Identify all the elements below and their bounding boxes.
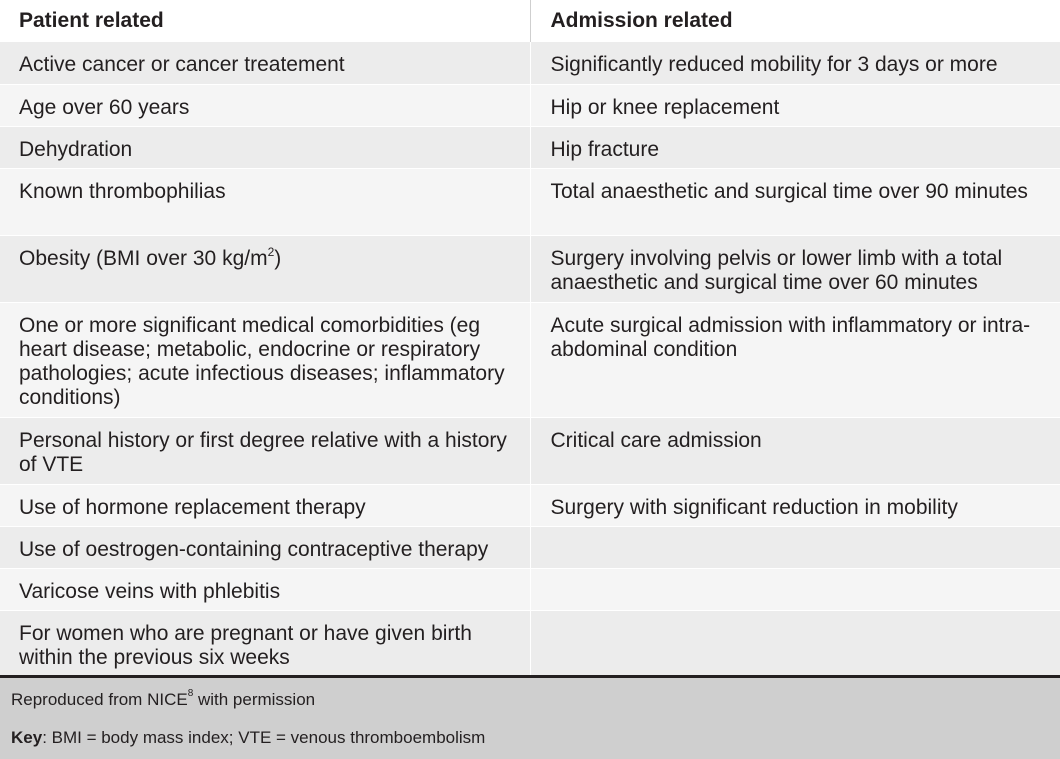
table-row — [0, 302, 1060, 417]
table-row — [0, 42, 1060, 84]
patient-cell: Active cancer or cancer treatement — [0, 42, 530, 84]
patient-cell: One or more significant medical comorbidities (eg heart disease; metabolic, endocrine or respiratory pathologies; acute infectious diseases; inflammatory conditions) — [0, 302, 530, 417]
key-label: Key — [11, 728, 43, 747]
table-footer — [0, 675, 1060, 759]
admission-cell — [530, 568, 1060, 610]
patient-cell: Age over 60 years — [0, 84, 530, 126]
admission-cell: Significantly reduced mobility for 3 days or more — [530, 42, 1060, 84]
source-reference-superscript: 8 — [187, 688, 194, 700]
admission-cell: Hip fracture — [530, 126, 1060, 168]
obesity-superscript: 2 — [267, 244, 275, 259]
table-header-row — [0, 0, 1060, 42]
table-row — [0, 417, 1060, 484]
patient-cell: Known thrombophilias — [0, 168, 530, 235]
patient-cell — [0, 235, 530, 302]
admission-cell: Critical care admission — [530, 417, 1060, 484]
source-suffix: with permission — [193, 690, 316, 709]
key-note — [11, 728, 485, 748]
admission-cell — [530, 526, 1060, 568]
admission-cell — [530, 610, 1060, 677]
patient-cell: For women who are pregnant or have given birth within the previous six weeks — [0, 610, 530, 677]
obesity-text: Obesity (BMI over 30 kg/m — [19, 246, 268, 270]
patient-cell: Use of hormone replacement therapy — [0, 484, 530, 526]
obesity-suffix: ) — [274, 246, 282, 270]
admission-cell: Surgery involving pelvis or lower limb with a total anaesthetic and surgical time over 60 minutes — [530, 235, 1060, 302]
patient-cell: Use of oestrogen-containing contraceptive therapy — [0, 526, 530, 568]
patient-cell: Dehydration — [0, 126, 530, 168]
admission-cell: Surgery with significant reduction in mobility — [530, 484, 1060, 526]
header-admission-related: Admission related — [530, 0, 1060, 42]
admission-cell: Total anaesthetic and surgical time over 90 minutes — [530, 168, 1060, 235]
table-row — [0, 168, 1060, 235]
admission-cell: Acute surgical admission with inflammatory or intra-abdominal condition — [530, 302, 1060, 417]
table-row — [0, 610, 1060, 677]
patient-cell: Personal history or first degree relative with a history of VTE — [0, 417, 530, 484]
key-text: : BMI = body mass index; VTE = venous thromboembolism — [42, 728, 486, 747]
source-note — [11, 690, 315, 710]
table-row — [0, 126, 1060, 168]
source-text: Reproduced from NICE — [11, 690, 188, 709]
patient-cell: Varicose veins with phlebitis — [0, 568, 530, 610]
table-row — [0, 484, 1060, 526]
table-row — [0, 568, 1060, 610]
admission-cell: Hip or knee replacement — [530, 84, 1060, 126]
table-row — [0, 526, 1060, 568]
table-row — [0, 235, 1060, 302]
header-patient-related: Patient related — [0, 0, 530, 42]
table-row — [0, 84, 1060, 126]
